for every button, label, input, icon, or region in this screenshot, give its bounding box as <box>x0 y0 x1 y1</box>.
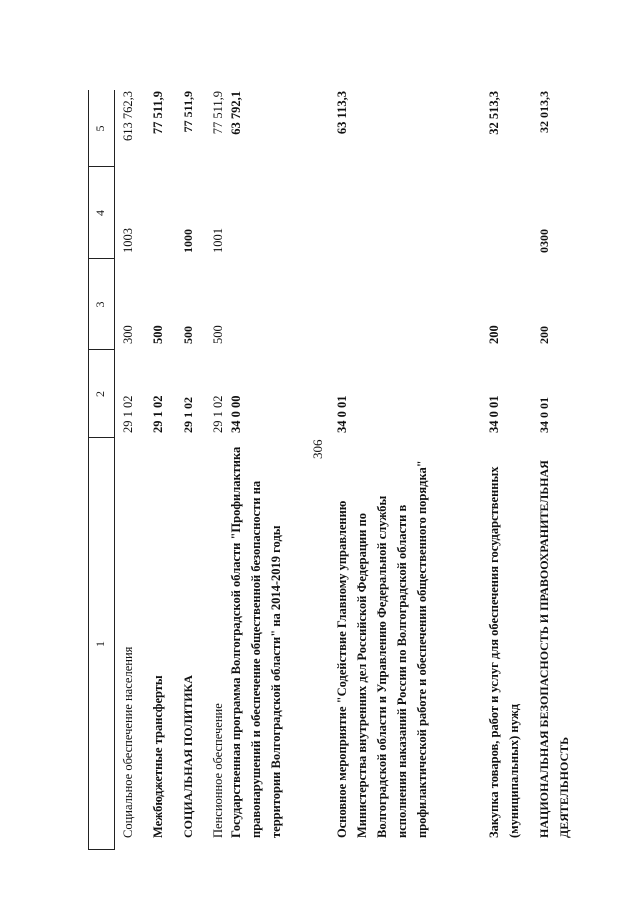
column-header-5: 5 <box>93 125 107 132</box>
column-header-4: 4 <box>93 210 107 216</box>
row-name: Основное мероприятие "Содействие Главному управлению Министерства внутренних дел Российской Федерации по Волгоградской области и Управлению Федеральной службы исполнения наказаний России по Волгоградской области в профилактической работе и обеспечении общественного порядка" <box>335 460 429 838</box>
row-kvr: 500 <box>181 326 195 344</box>
row-code: 34 0 01 <box>487 395 501 433</box>
row-kvr: 300 <box>121 325 135 344</box>
row-name: Пенсионное обеспечение <box>211 703 225 838</box>
header-top-rule <box>88 90 89 850</box>
row-amount: 77 511,9 <box>151 91 165 135</box>
budget-table <box>88 90 578 850</box>
row-section: 1001 <box>211 228 225 253</box>
column-header-3: 3 <box>93 301 107 308</box>
row-section: 1003 <box>121 228 135 253</box>
row-code: 29 1 02 <box>211 395 225 433</box>
row-name: Государственная программа Волгоградской области "Профилактика правонарушений и обеспечение общественной безопасности на территории Волгоградской области" на 2014-2019 годы <box>229 446 283 838</box>
row-code: 29 1 02 <box>181 397 195 433</box>
row-kvr: 200 <box>487 325 501 344</box>
row-name: Социальное обеспечение населения <box>121 646 135 838</box>
row-kvr: 500 <box>211 325 225 344</box>
column-header-1: 1 <box>93 641 107 647</box>
row-amount: 32 013,3 <box>537 91 551 133</box>
row-kvr: 500 <box>151 325 165 344</box>
row-code: 29 1 02 <box>121 395 135 433</box>
column-header-2: 2 <box>93 391 107 397</box>
row-code: 34 0 01 <box>335 395 349 433</box>
row-amount: 63 113,3 <box>335 91 349 135</box>
row-kvr: 200 <box>537 326 551 344</box>
row-amount: 77 511,9 <box>181 91 195 133</box>
row-code: 29 1 02 <box>151 395 165 433</box>
row-name: НАЦИОНАЛЬНАЯ БЕЗОПАСНОСТЬ И ПРАВООХРАНИТЕЛЬНАЯ ДЕЯТЕЛЬНОСТЬ <box>537 460 571 838</box>
row-code: 34 0 00 <box>229 395 243 433</box>
page-number: 306 <box>310 439 325 459</box>
row-code: 34 0 01 <box>537 397 551 433</box>
row-amount: 63 792,1 <box>229 91 243 135</box>
row-amount: 32 513,3 <box>487 91 501 135</box>
row-amount: 77 511,9 <box>211 91 225 135</box>
header-bottom-rule <box>114 90 115 850</box>
row-name: Закупка товаров, работ и услуг для обеспечения государственных (муниципальных) нужд <box>487 466 521 838</box>
row-amount: 613 762,3 <box>121 91 135 141</box>
row-name: СОЦИАЛЬНАЯ ПОЛИТИКА <box>181 675 195 838</box>
row-section: 0300 <box>537 229 551 253</box>
row-name: Межбюджетные трансферты <box>151 675 165 838</box>
row-section: 1000 <box>181 229 195 253</box>
